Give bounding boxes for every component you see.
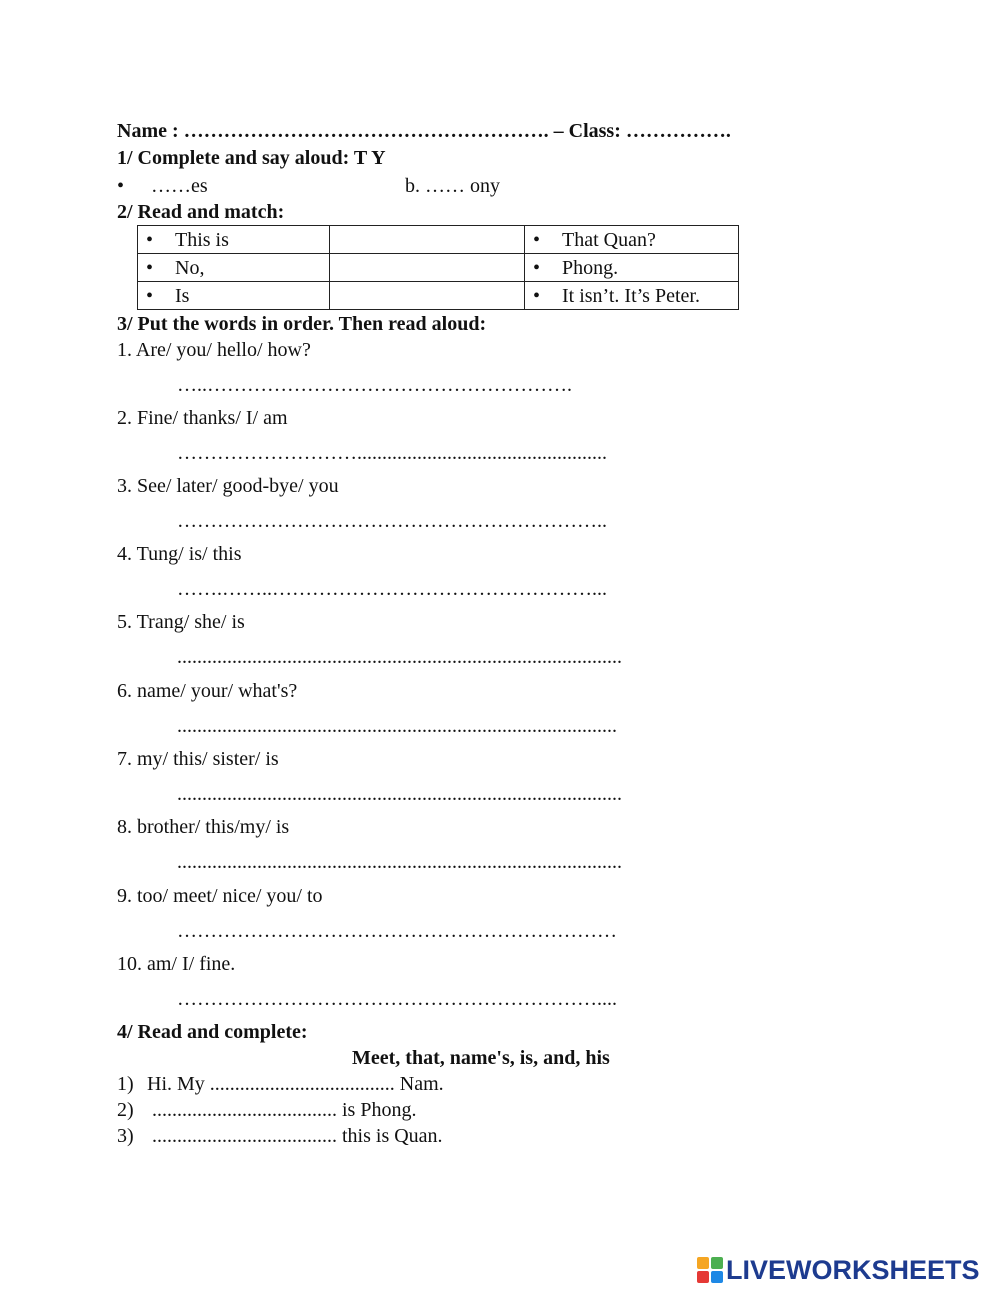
order-prompt-1: 1. Are/ you/ hello/ how? [117, 339, 311, 361]
order-prompt-7: 7. my/ this/ sister/ is [117, 748, 279, 770]
bullet-icon: • [146, 256, 154, 279]
answer-line-1[interactable]: …..………………………………………………. [177, 374, 572, 396]
section4-title: 4/ Read and complete: [117, 1021, 308, 1043]
bullet-icon: • [533, 284, 541, 307]
item-number: 1) [117, 1073, 134, 1095]
item-a-text: ……es [151, 175, 208, 197]
answer-line-8[interactable]: ......................................................................................... [177, 851, 622, 873]
section1-title: 1/ Complete and say aloud: T Y [117, 147, 386, 169]
answer-line-6[interactable]: ........................................................................................ [177, 715, 617, 737]
table-row: • This is • That Quan? [138, 226, 739, 254]
section1-item-a [117, 174, 208, 198]
answer-line-7[interactable]: ......................................................................................... [177, 783, 622, 805]
liveworksheets-logo [697, 1255, 980, 1285]
answer-line-10[interactable]: ……………………………………………………….... [177, 988, 617, 1010]
order-prompt-10: 10. am/ I/ fine. [117, 953, 236, 975]
section2-title: 2/ Read and match: [117, 201, 285, 223]
answer-line-3[interactable]: ……………………………………………………….. [177, 510, 607, 532]
complete-item-1 [117, 1072, 444, 1096]
section1-item-b: b. …… ony [405, 175, 500, 197]
table-row: • No, • Phong. [138, 254, 739, 282]
answer-line-2[interactable]: ……………………….................................................. [177, 442, 607, 464]
order-prompt-2: 2. Fine/ thanks/ I/ am [117, 407, 288, 429]
match-table [137, 225, 739, 310]
logo-text: LIVEWORKSHEETS [726, 1254, 980, 1285]
order-prompt-9: 9. too/ meet/ nice/ you/ to [117, 885, 323, 907]
bullet-icon: • [533, 228, 541, 251]
bullet-icon: • [117, 175, 125, 197]
answer-line-9[interactable]: ………………………………………………………… [177, 920, 617, 942]
name-class-line: Name : ………………………………………………. – Class: ……………. [117, 120, 731, 142]
bullet-icon: • [533, 256, 541, 279]
item-text: ..................................... this is Quan. [152, 1125, 443, 1147]
logo-blocks-icon [697, 1257, 723, 1283]
item-text: Hi. My ..................................... Nam. [147, 1073, 444, 1095]
bullet-icon: • [146, 284, 154, 307]
word-bank: Meet, that, name's, is, and, his [352, 1047, 610, 1069]
answer-line-4[interactable]: …….……..…………………………………………... [177, 578, 607, 600]
bullet-icon: • [146, 228, 154, 251]
match-answer-cell[interactable] [330, 226, 525, 254]
order-prompt-4: 4. Tung/ is/ this [117, 543, 242, 565]
complete-item-2 [117, 1098, 416, 1122]
item-number: 2) [117, 1099, 134, 1121]
match-answer-cell[interactable] [330, 254, 525, 282]
match-answer-cell[interactable] [330, 282, 525, 310]
complete-item-3 [117, 1124, 443, 1148]
order-prompt-5: 5. Trang/ she/ is [117, 611, 245, 633]
table-row: • Is • It isn’t. It’s Peter. [138, 282, 739, 310]
order-prompt-3: 3. See/ later/ good-bye/ you [117, 475, 339, 497]
answer-line-5[interactable]: ......................................................................................... [177, 646, 622, 668]
order-prompt-6: 6. name/ your/ what's? [117, 680, 298, 702]
item-number: 3) [117, 1125, 134, 1147]
item-text: ..................................... is Phong. [152, 1099, 417, 1121]
section3-title: 3/ Put the words in order. Then read aloud: [117, 313, 487, 335]
order-prompt-8: 8. brother/ this/my/ is [117, 816, 290, 838]
